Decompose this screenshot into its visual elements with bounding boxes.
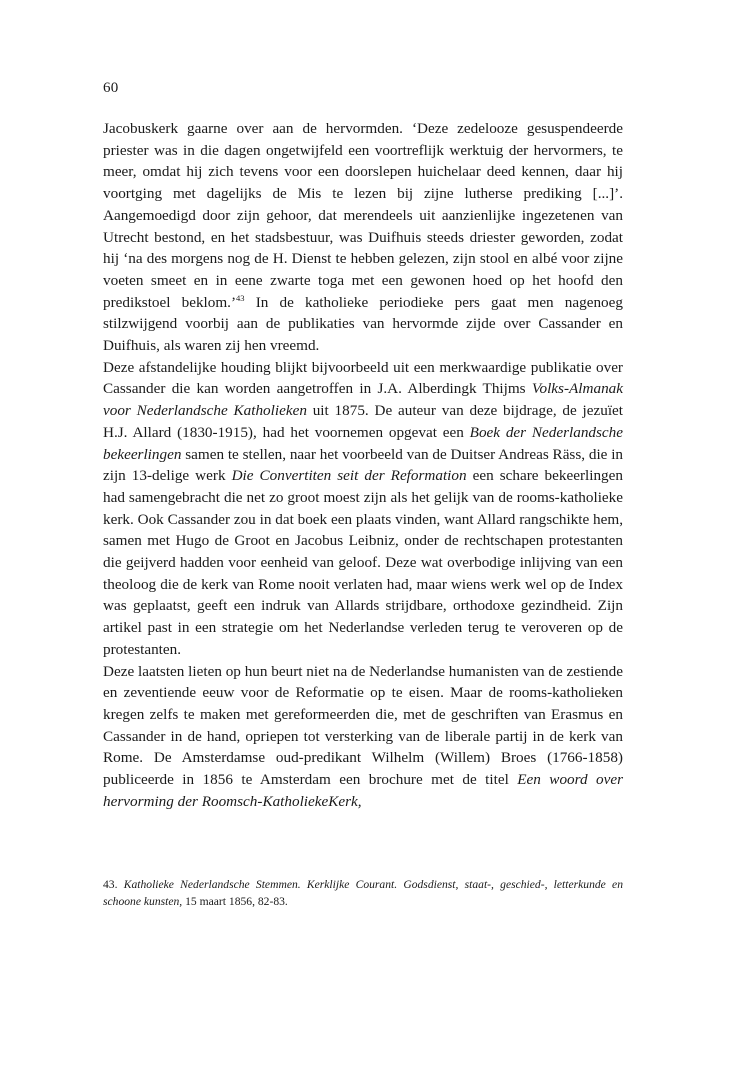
book-title: Volks-Almanak voor Nederlandsche Katholieken — [103, 380, 623, 420]
body-text — [103, 118, 623, 813]
paragraph — [103, 118, 623, 357]
book-title: Die Convertiten seit der Reformation — [231, 467, 467, 485]
footnote-number: 43. — [103, 878, 118, 891]
footnote-details: 15 maart 1856, 82-83. — [182, 895, 288, 908]
book-title: Boek der Nederlandsche bekeerlingen — [103, 423, 624, 463]
footnote-reference: 43 — [236, 292, 245, 303]
paragraph — [103, 357, 623, 661]
paragraph-text: Jacobuskerk gaarne over aan de hervormden. ‘Deze zedelooze gesuspendeerde priester was in die dagen ongetwijfeld een voortreflijk werktuig der hervormers, te meer, omdat hij zich tevens voor een doorslepen huichelaar deed kennen, daar hij voortging met dagelijks de Mis te lezen bij zijne lutherse prediking [...]’. Aangemoedigd door zijn gehoor, dat merendeels uit aanzienlijke ingezetenen van Utrecht bestond, en het stadsbestuur, was Duifhuis steeds driester geworden, zodat hij ‘na des morgens nog de H. Dienst te hebben gelezen, zijn stool en albé voor zijne voeten smeet en in eene zwarte toga met een gewonen hoed op het hoofd den predikstoel beklom.’ — [103, 120, 623, 311]
paragraph-text: Deze afstandelijke houding blijkt bijvoorbeeld uit een merkwaardige publikatie over Cassander die kan worden aangetroffen in J.A. Alberdingk Thijms — [103, 358, 623, 398]
book-title: Een woord over hervorming der Roomsch-KatholiekeKerk, — [103, 771, 623, 810]
footnote — [103, 876, 623, 910]
paragraph-text: uit 1875. De auteur van deze bijdrage, de jezuïet H.J. Allard (1830-1915), had het voornemen opgevat een — [103, 402, 624, 441]
page-number: 60 — [103, 80, 119, 96]
paragraph-text: samen te stellen, naar het voorbeeld van de Duitser Andreas Räss, die in zijn 13-delige werk — [103, 445, 624, 485]
footnote-source: Katholieke Nederlandsche Stemmen. Kerklijke Courant. Godsdienst, staat-, geschied-, letterkunde en schoone kunsten, — [103, 878, 623, 908]
paragraph-text: Deze laatsten lieten op hun beurt niet na de Nederlandse humanisten van de zestiende en zeventiende eeuw voor de Reformatie op te eisen. Maar de rooms-katholieken kregen zelfs te maken met gereformeerden die, met de geschriften van Erasmus en Cassander in de hand, opriepen tot versterking van de liberale partij in de kerk van Rome. De Amsterdamse oud-predikant Wilhelm (Willem) Broes (1766-1858) publiceerde in 1856 te Amsterdam een brochure met de titel — [103, 662, 623, 789]
paragraph-text: In de katholieke periodieke pers gaat men nagenoeg stilzwijgend voorbij aan de publikaties van hervormde zijde over Cassander en Duifhuis, als waren zij hen vreemd. — [103, 293, 623, 355]
paragraph-text: een schare bekeerlingen had samengebracht die net zo groot moest zijn als het gelijk van de rooms-katholieke kerk. Ook Cassander zou in dat boek een plaats vinden, want Allard rangschikte hem, samen met Hugo de Groot en Jacobus Leibniz, onder de rechtschapen protestanten die geijverd hadden voor eenheid van geloof. Deze wat overbodige inlijving van een theoloog die de kerk van Rome nooit verlaten had, maar wiens werk wel op de Index was geplaatst, geeft een indruk van Allards strijdbare, orthodoxe gezindheid. Zijn artikel past in een strategie om het Nederlandse verleden terug te veroveren op de protestanten. — [103, 467, 623, 658]
paragraph — [103, 661, 623, 813]
